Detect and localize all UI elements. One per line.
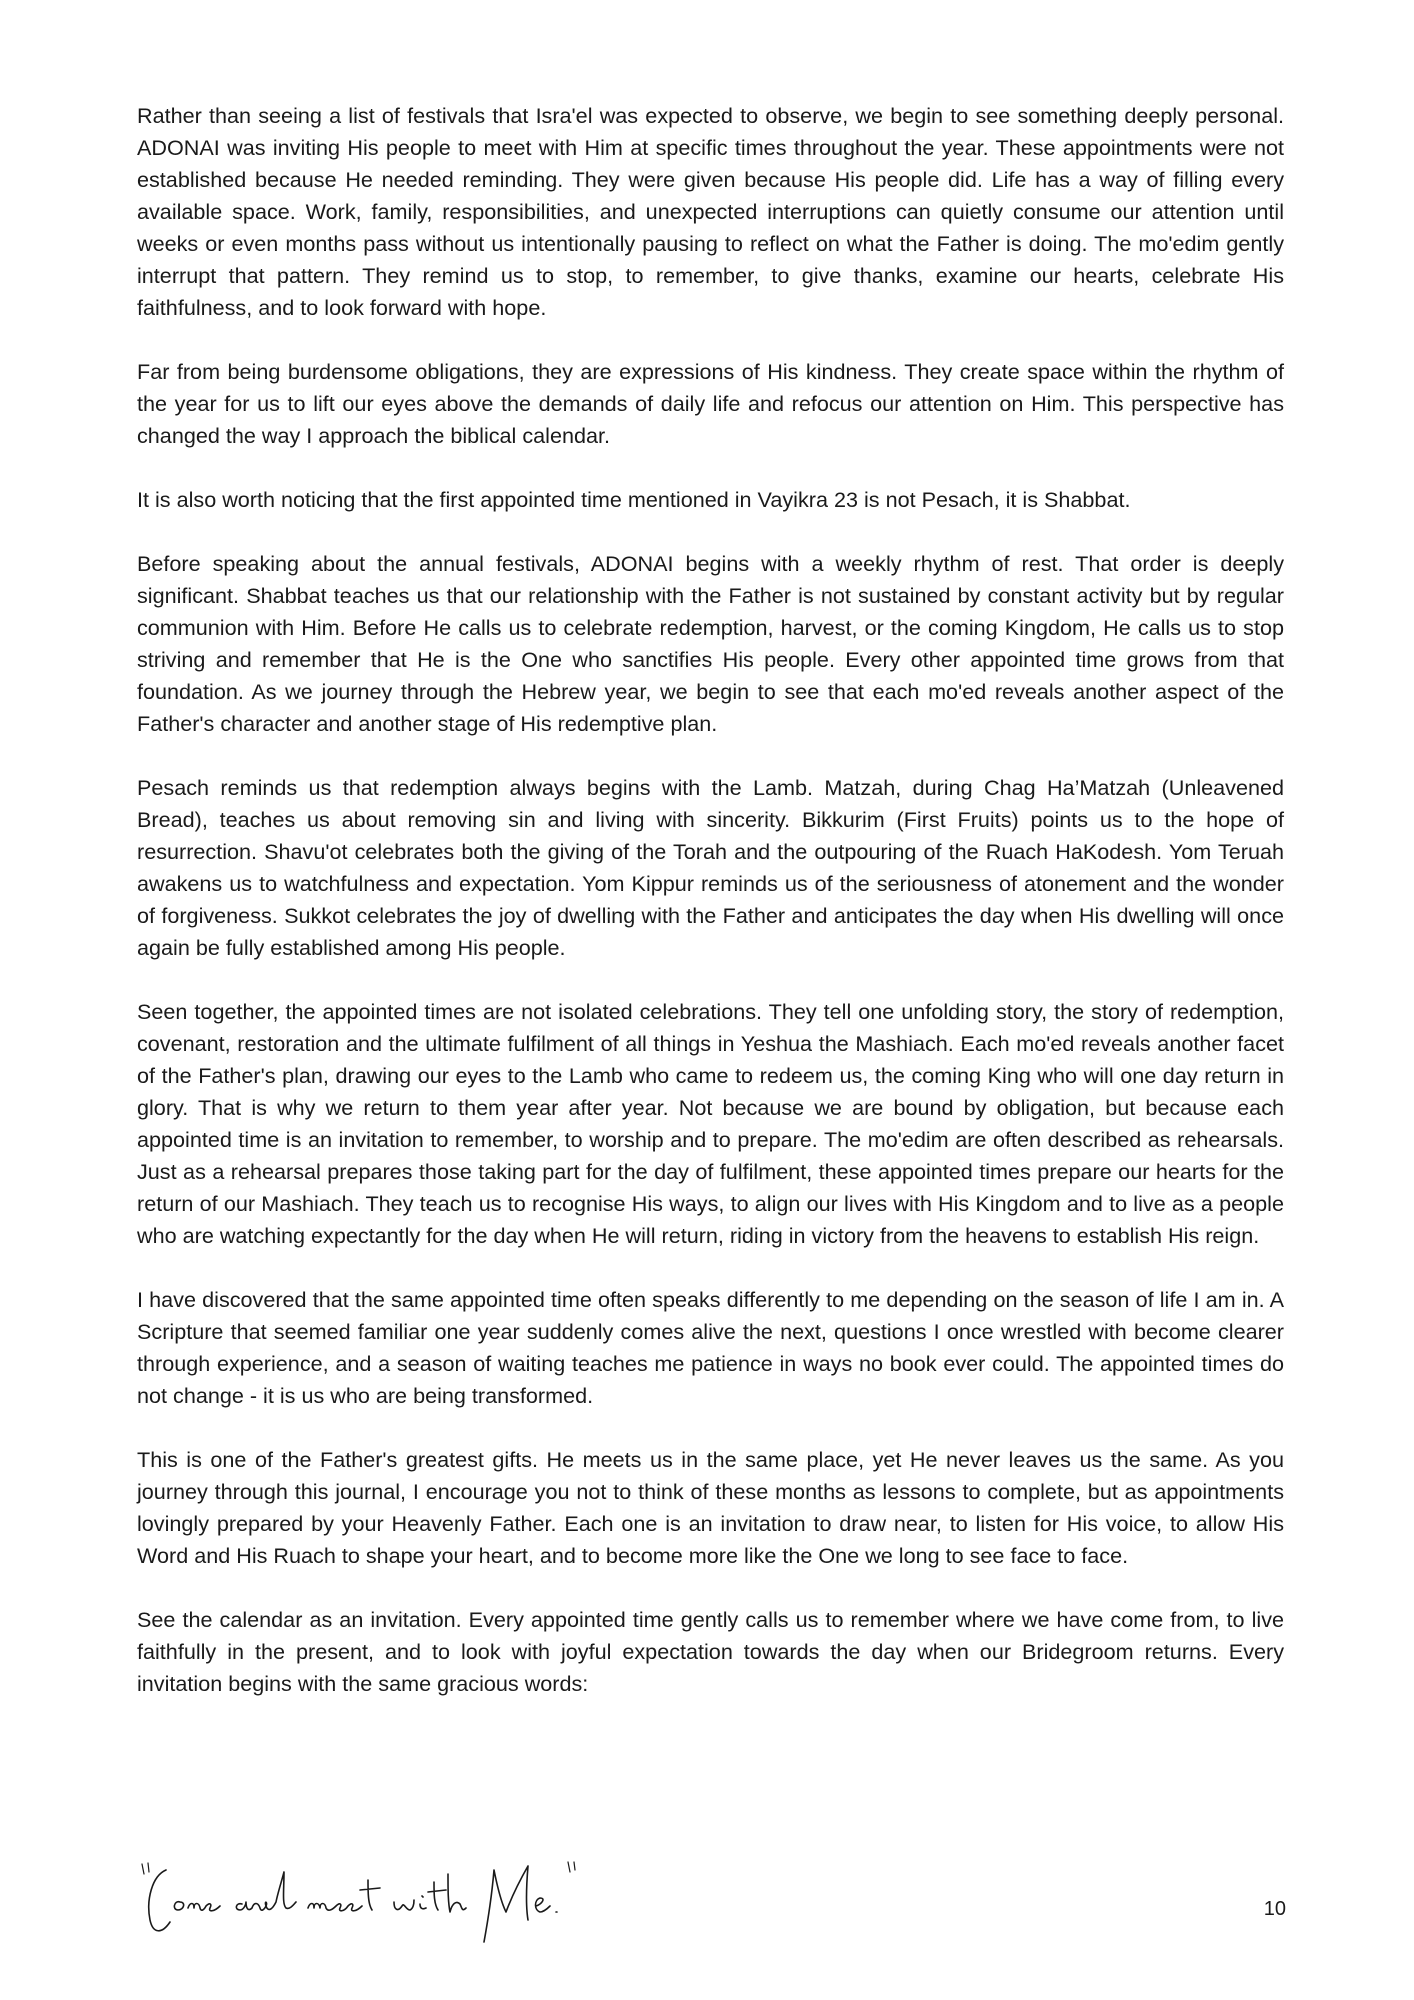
paragraph-8: This is one of the Father's greatest gifts. He meets us in the same place, yet He never leaves us the same. As you journey through this journal, I encourage you not to think of these months as lessons to complete, but as appointments lovingly prepared by your Heavenly Father. Each one is an invitation to draw near, to listen for His voice, to allow His Word and His Ruach to shape your heart, and to become more like the One we long to see face to face. xyxy=(137,1447,1284,1568)
page-number: 10 xyxy=(1263,1898,1286,1920)
body-text xyxy=(137,100,1284,1700)
paragraph-3: It is also worth noticing that the first appointed time mentioned in Vayikra 23 is not Pesach, it is Shabbat. xyxy=(137,487,1131,512)
paragraph-1: Rather than seeing a list of festivals that Isra'el was expected to observe, we begin to see something deeply personal. ADONAI was inviting His people to meet with Him at specific times throughout the year. These appointments were not established because He needed reminding. They were given because His people did. Life has a way of filling every available space. Work, family, responsibilities, and unexpected interruptions can quietly consume our attention until weeks or even months pass without us intentionally pausing to reflect on what the Father is doing. The mo'edim gently interrupt that pattern. They remind us to stop, to remember, to give thanks, examine our hearts, celebrate His faithfulness, and to look forward with hope. xyxy=(137,103,1284,320)
paragraph-4: Before speaking about the annual festivals, ADONAI begins with a weekly rhythm of rest. That order is deeply significant. Shabbat teaches us that our relationship with the Father is not sustained by constant activity but by regular communion with Him. Before He calls us to celebrate redemption, harvest, or the coming Kingdom, He calls us to stop striving and remember that He is the One who sanctifies His people. Every other appointed time grows from that foundation. As we journey through the Hebrew year, we begin to see that each mo'ed reveals another aspect of the Father's character and another stage of His redemptive plan. xyxy=(137,551,1284,736)
paragraph-5: Pesach reminds us that redemption always begins with the Lamb. Matzah, during Chag Ha’Matzah (Unleavened Bread), teaches us about removing sin and living with sincerity. Bikkurim (First Fruits) points us to the hope of resurrection. Shavu'ot celebrates both the giving of the Torah and the outpouring of the Ruach HaKodesh. Yom Teruah awakens us to watchfulness and expectation. Yom Kippur reminds us of the seriousness of atonement and the wonder of forgiveness. Sukkot celebrates the joy of dwelling with the Father and anticipates the day when His dwelling will once again be fully established among His people. xyxy=(137,775,1284,960)
paragraph-6: Seen together, the appointed times are not isolated celebrations. They tell one unfolding story, the story of redemption, covenant, restoration and the ultimate fulfilment of all things in Yeshua the Mashiach. Each mo'ed reveals another facet of the Father's plan, drawing our eyes to the Lamb who came to redeem us, the coming King who will one day return in glory. That is why we return to them year after year. Not because we are bound by obligation, but because each appointed time is an invitation to remember, to worship and to prepare. The mo'edim are often described as rehearsals. Just as a rehearsal prepares those taking part for the day of fulfilment, these appointed times prepare our hearts for the return of our Mashiach. They teach us to recognise His ways, to align our lives with His Kingdom and to live as a people who are watching expectantly for the day when He will return, riding in victory from the heavens to establish His reign. xyxy=(137,999,1284,1248)
paragraph-2: Far from being burdensome obligations, they are expressions of His kindness. They create space within the rhythm of the year for us to lift our eyes above the demands of daily life and refocus our attention on Him. This perspective has changed the way I approach the biblical calendar. xyxy=(137,359,1284,448)
handwritten-signature xyxy=(136,1850,596,1950)
paragraph-9: See the calendar as an invitation. Every appointed time gently calls us to remember where we have come from, to live faithfully in the present, and to look with joyful expectation towards the day when our Bridegroom returns. Every invitation begins with the same gracious words: xyxy=(137,1607,1284,1696)
paragraph-7: I have discovered that the same appointed time often speaks differently to me depending on the season of life I am in. A Scripture that seemed familiar one year suddenly comes alive the next, questions I once wrestled with become clearer through experience, and a season of waiting teaches me patience in ways no book ever could. The appointed times do not change - it is us who are being transformed. xyxy=(137,1287,1284,1408)
